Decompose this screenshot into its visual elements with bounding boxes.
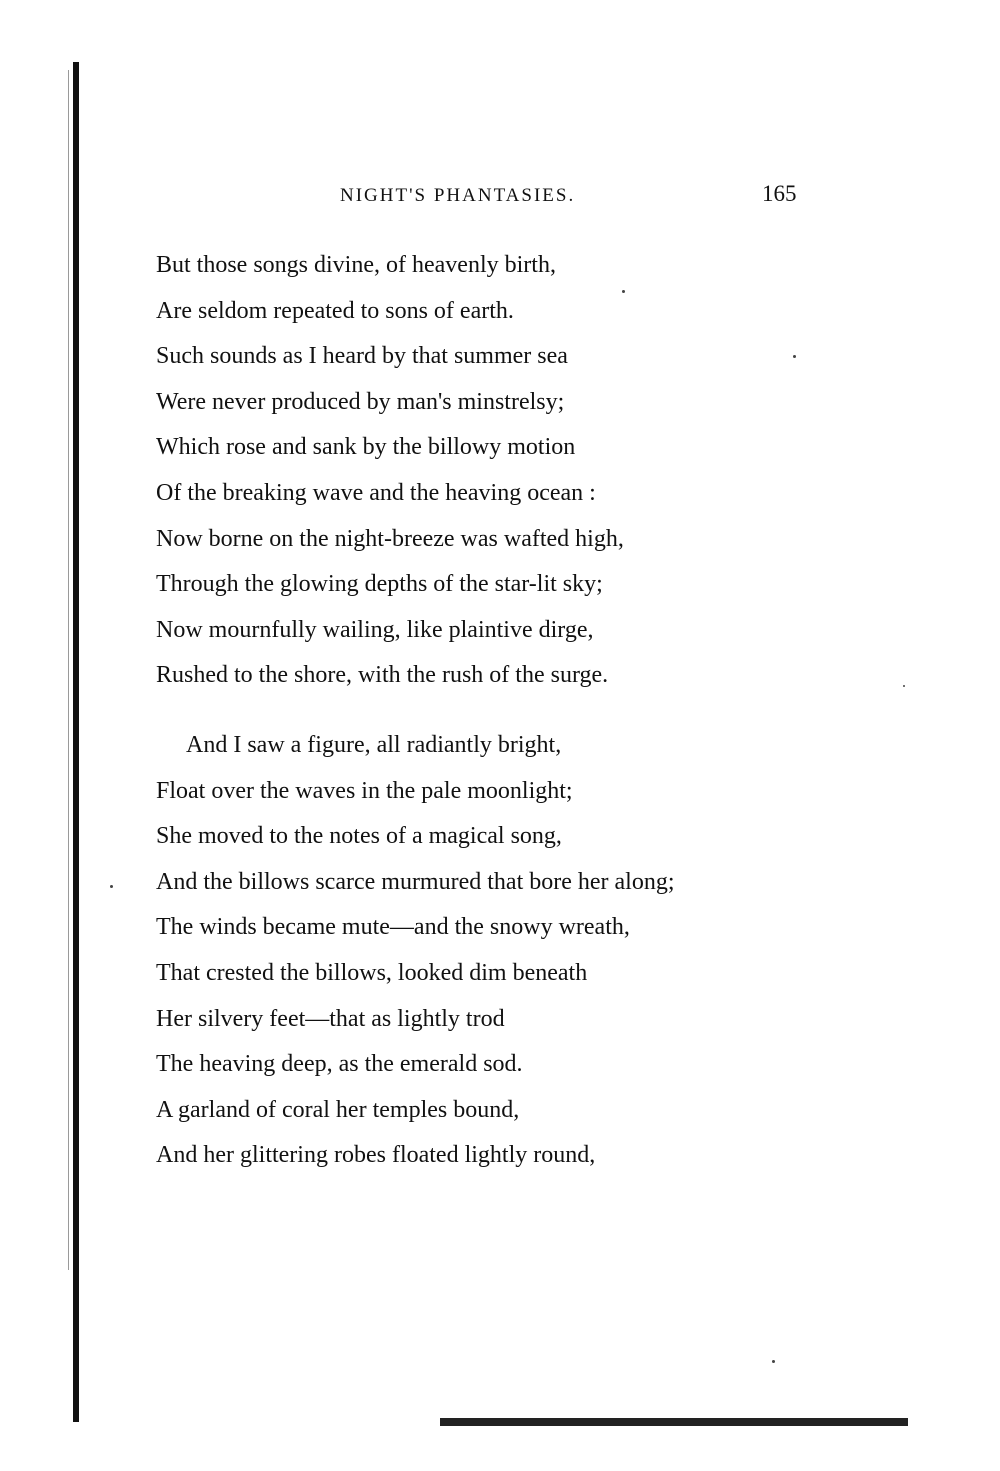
verse-line: Her silvery feet—that as lightly trod bbox=[156, 1005, 505, 1032]
verse-line: And her glittering robes floated lightly round, bbox=[156, 1142, 596, 1169]
verse-line: Are seldom repeated to sons of earth. bbox=[156, 297, 514, 324]
page-number: 165 bbox=[762, 181, 797, 206]
verse-line: Now mournfully wailing, like plaintive dirge, bbox=[156, 616, 594, 643]
verse-line: The heaving deep, as the emerald sod. bbox=[156, 1051, 523, 1078]
verse-line: Through the glowing depths of the star-lit sky; bbox=[156, 571, 603, 598]
verse-line: That crested the billows, looked dim beneath bbox=[156, 959, 588, 986]
verse-line: And I saw a figure, all radiantly bright, bbox=[186, 732, 562, 758]
verse-line: She moved to the notes of a magical song, bbox=[156, 823, 562, 850]
verse-line: Were never produced by man's minstrelsy; bbox=[156, 388, 565, 415]
bottom-rule bbox=[440, 1418, 908, 1426]
verse-line: And the billows scarce murmured that bore her along; bbox=[156, 868, 675, 895]
stanza-1 bbox=[156, 246, 856, 702]
verse-line: Which rose and sank by the billowy motion bbox=[156, 434, 576, 461]
verse-line: Of the breaking wave and the heaving ocean : bbox=[156, 479, 596, 506]
verse-line: Rushed to the shore, with the rush of the surge. bbox=[156, 662, 609, 689]
print-speck bbox=[903, 685, 905, 687]
verse-line: The winds became mute—and the snowy wreath, bbox=[156, 914, 630, 941]
verse-line: A garland of coral her temples bound, bbox=[156, 1096, 520, 1123]
print-speck bbox=[772, 1360, 775, 1363]
binding-shadow bbox=[68, 70, 69, 1270]
verse-line: Such sounds as I heard by that summer sea bbox=[156, 343, 568, 370]
verse-line: But those songs divine, of heavenly birth, bbox=[156, 252, 556, 278]
print-speck bbox=[110, 885, 113, 888]
stanza-2 bbox=[156, 726, 856, 1182]
verse-line: Float over the waves in the pale moonlight; bbox=[156, 777, 573, 804]
binding-edge bbox=[73, 62, 79, 1422]
running-title: NIGHT'S PHANTASIES. bbox=[340, 185, 576, 206]
verse-line: Now borne on the night-breeze was wafted high, bbox=[156, 525, 624, 552]
